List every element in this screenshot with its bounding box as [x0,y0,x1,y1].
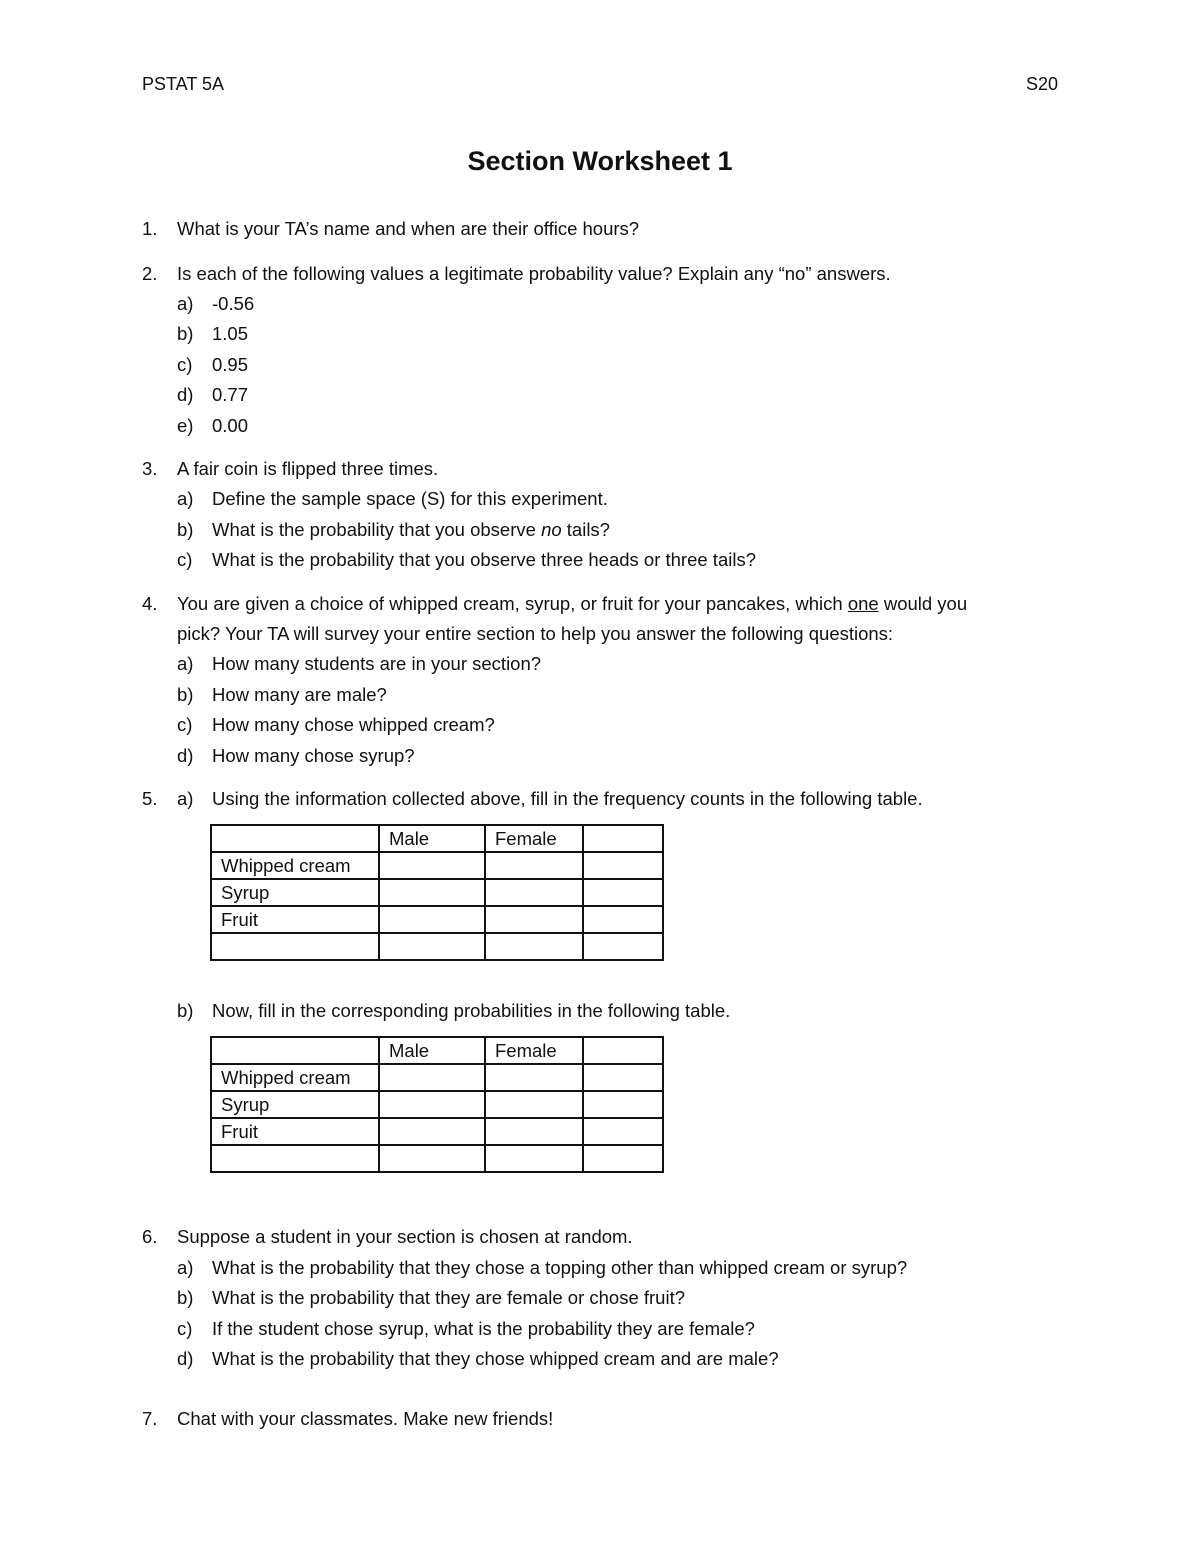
blank-cell [583,1064,663,1091]
table-header-row [211,825,663,852]
table-row [211,1118,663,1145]
blank-cell [583,906,663,933]
blank-cell [485,1091,583,1118]
table-row [211,879,663,906]
question-text: What is your TA’s name and when are their office hours? [177,218,640,239]
question-number: 2. [142,263,158,284]
table-header-cell [583,1037,663,1064]
blank-cell [485,852,583,879]
item-text: Define the sample space (S) for this experiment. [212,488,608,509]
item-letter: c) [177,714,193,735]
question-text: Suppose a student in your section is chosen at random. [177,1226,633,1247]
item-text: What is the probability that they are female or chose fruit? [212,1287,686,1308]
item-letter: c) [177,354,193,375]
table-row [211,906,663,933]
row-label: Whipped cream [211,852,379,879]
blank-cell [583,1091,663,1118]
question-number: 5. [142,788,158,809]
worksheet-title: Section Worksheet 1 [467,146,733,176]
blank-cell [583,1118,663,1145]
item-text: Using the information collected above, fill in the frequency counts in the following table. [212,788,923,809]
blank-cell [379,1091,485,1118]
item-text: -0.56 [212,293,255,314]
blank-cell [583,852,663,879]
item-letter: d) [177,1348,194,1369]
item-letter: b) [177,1287,194,1308]
item-text: What is the probability that they chose a topping other than whipped cream or syrup? [212,1257,908,1278]
item-letter: b) [177,519,194,540]
item-letter: b) [177,323,194,344]
blank-cell [485,1145,583,1172]
text-segment: would you [878,593,968,614]
question-text: Chat with your classmates. Make new friends! [177,1408,554,1429]
item-letter: e) [177,415,194,436]
question-text: Is each of the following values a legitimate probability value? Explain any “no” answers. [177,263,891,284]
item-text: How many chose whipped cream? [212,714,495,735]
item-letter: a) [177,653,194,674]
blank-cell [379,1145,485,1172]
item-text: Now, fill in the corresponding probabilities in the following table. [212,1000,731,1021]
table-row [211,1145,663,1172]
item-letter: d) [177,384,194,405]
item-text: What is the probability that they chose whipped cream and are male? [212,1348,779,1369]
table-header-cell: Female [485,1037,583,1064]
item-text: What is the probability that you observe three heads or three tails? [212,549,756,570]
blank-cell [583,933,663,960]
question-text: A fair coin is flipped three times. [177,458,439,479]
table-header-cell: Male [379,1037,485,1064]
blank-cell [485,1064,583,1091]
blank-cell [583,1145,663,1172]
blank-cell [583,879,663,906]
question-text [177,592,967,616]
row-label: Syrup [211,1091,379,1118]
table-row [211,1091,663,1118]
row-label [211,933,379,960]
item-text: How many chose syrup? [212,745,415,766]
text-segment: What is the probability that you observe [212,519,542,540]
blank-cell [485,906,583,933]
item-letter: a) [177,488,194,509]
table-header-row [211,1037,663,1064]
table-row [211,852,663,879]
page-header-right: S20 [1025,74,1058,94]
table-header-cell [583,825,663,852]
table-header-cell [211,1037,379,1064]
item-letter: b) [177,1000,194,1021]
table-header-cell: Male [379,825,485,852]
row-label [211,1145,379,1172]
blank-cell [379,879,485,906]
text-segment: tails? [561,519,610,540]
page-header-left: PSTAT 5A [142,74,225,94]
row-label: Whipped cream [211,1064,379,1091]
item-text: 0.77 [212,384,249,405]
question-text: pick? Your TA will survey your entire section to help you answer the following questions: [177,623,894,644]
probability-table [210,1036,664,1173]
item-letter: a) [177,293,194,314]
blank-cell [485,1118,583,1145]
blank-cell [379,1118,485,1145]
underlined-text: one [847,593,879,614]
question-number: 3. [142,458,158,479]
blank-cell [379,906,485,933]
item-letter: a) [177,788,194,809]
item-letter: a) [177,1257,194,1278]
question-number: 1. [142,218,158,239]
item-text: 0.95 [212,354,249,375]
item-letter: b) [177,684,194,705]
item-text: How many students are in your section? [212,653,542,674]
row-label: Fruit [211,906,379,933]
blank-cell [485,933,583,960]
table-row [211,1064,663,1091]
item-text [212,518,610,542]
question-number: 4. [142,593,158,614]
row-label: Fruit [211,1118,379,1145]
table-header-cell [211,825,379,852]
item-text: If the student chose syrup, what is the probability they are female? [212,1318,755,1339]
item-text: 0.00 [212,415,249,436]
row-label: Syrup [211,879,379,906]
emphasis-text: no [541,519,562,540]
blank-cell [379,933,485,960]
blank-cell [485,879,583,906]
item-text: 1.05 [212,323,249,344]
question-number: 6. [142,1226,158,1247]
question-number: 7. [142,1408,158,1429]
item-text: How many are male? [212,684,387,705]
item-letter: c) [177,549,193,570]
text-segment: You are given a choice of whipped cream, syrup, or fruit for your pancakes, which [177,593,848,614]
table-row [211,933,663,960]
table-header-cell: Female [485,825,583,852]
item-letter: d) [177,745,194,766]
blank-cell [379,1064,485,1091]
blank-cell [379,852,485,879]
frequency-table [210,824,664,961]
item-letter: c) [177,1318,193,1339]
